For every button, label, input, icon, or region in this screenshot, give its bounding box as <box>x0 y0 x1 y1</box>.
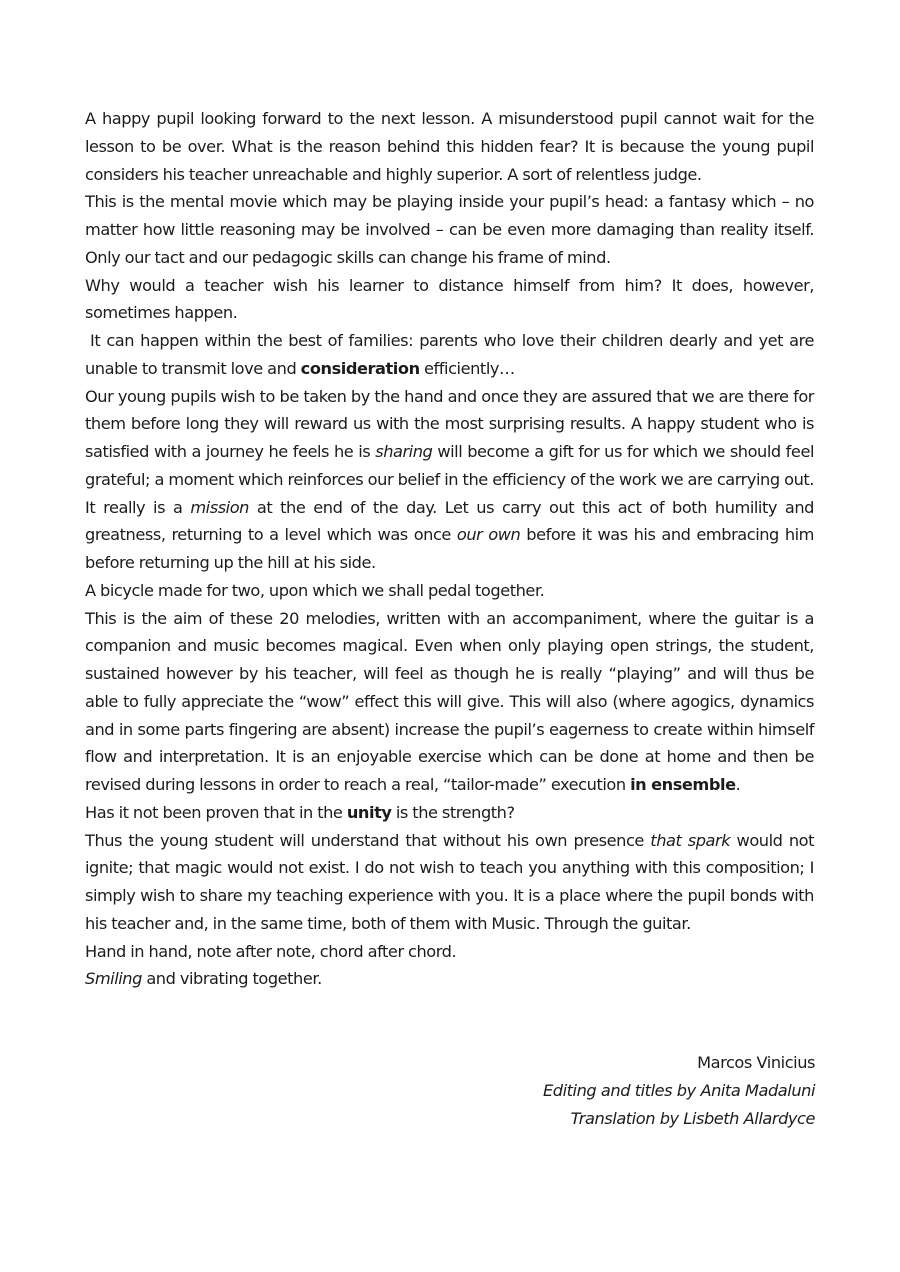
italic-text: mission <box>190 497 249 517</box>
author-name: Marcos Vinicius <box>697 1053 815 1072</box>
text-run: Has it not been proven that in the <box>85 802 347 822</box>
editing-credit: Editing and titles by Anita Madaluni <box>543 1080 815 1100</box>
paragraph-8 <box>85 799 814 827</box>
paragraph-9 <box>85 827 814 938</box>
text-run: Hand in hand, note after note, chord after chord. <box>85 941 457 961</box>
text-run: . <box>735 775 741 794</box>
text-run: This is the aim of these 20 melodies, written with an accompaniment, where the guitar is a companion and music becomes magical. Even when only playing open strings, the student, sustained however by his teacher, will feel as though he is really “playing” and will thus be able to fully appreciate the “wow” effect this will give. This will also (where agogics, dynamics and in some parts fingering are absent) increase the pupil’s eagerness to create within himself flow and interpretation. It is an enjoyable exercise which can be done at home and then be revised during lessons in order to reach a real, “tailor-made” execution <box>85 608 814 794</box>
paragraph-11 <box>85 965 814 993</box>
bold-text: in ensemble <box>630 775 736 794</box>
signature-block <box>430 1049 815 1132</box>
paragraph-4 <box>85 327 814 383</box>
italic-text: Smiling <box>85 969 142 989</box>
text-run: It can happen within the best of families: parents who love their children dearly and yet are unable to transmit love and <box>85 331 814 378</box>
italic-text: sharing <box>375 442 433 461</box>
bold-text: unity <box>346 802 392 822</box>
text-run: A happy pupil looking forward to the next lesson. A misunderstood pupil cannot wait for the lesson to be over. What is the reason behind this hidden fear? It is because the young pupil considers his teacher unreachable and highly superior. A sort of relentless judge. <box>85 109 814 184</box>
text-run: at the end of the day. Let us carry out this act of both humility and greatness, returning to a level which was once <box>85 497 814 545</box>
text-run: This is the mental movie which may be playing inside your pupil’s head: a fantasy which – no matter how little reasoning may be involved – can be even more damaging than reality itself. Only our tact and our pedagogic skills can change his frame of mind. <box>85 192 814 267</box>
text-run: Why would a teacher wish his learner to distance himself from him? It does, however, sometimes happen. <box>85 275 814 323</box>
translation-credit: Translation by Lisbeth Allardyce <box>570 1108 815 1128</box>
text-run: efficiently… <box>419 358 515 378</box>
text-run: Thus the young student will understand that without his own presence <box>85 830 651 850</box>
text-run: would not ignite; that magic would not exist. I do not wish to teach you anything with this composition; I simply wish to share my teaching experience with you. It is a place where the pupil bonds with his teacher and, in the same time, both of them with Music. Through the guitar. <box>85 830 814 933</box>
paragraph-10 <box>85 938 814 966</box>
text-run: before it was his and embracing him before returning up the hill at his side. <box>85 525 814 572</box>
paragraph-3 <box>85 272 814 328</box>
italic-text: that spark <box>650 830 731 850</box>
body-text <box>85 105 814 993</box>
text-run: and vibrating together. <box>141 969 322 989</box>
text-run: Our young pupils wish to be taken by the hand and once they are assured that we are there for them before long they will reward us with the most surprising results. A happy student who is satisfied with a journey he feels he is <box>85 386 814 461</box>
paragraph-2 <box>85 188 814 271</box>
text-run: A bicycle made for two, upon which we shall pedal together. <box>85 580 545 600</box>
paragraph-1 <box>85 105 814 188</box>
text-run: will become a gift for us for which we should feel grateful; a moment which reinforces our belief in the efficiency of the work we are carrying out. It really is a <box>85 442 814 517</box>
text-run: is the strength? <box>391 802 515 822</box>
paragraph-7 <box>85 605 814 799</box>
italic-text: our own <box>456 525 521 545</box>
paragraph-5 <box>85 383 814 577</box>
paragraph-6 <box>85 577 814 605</box>
bold-text: consideration <box>300 358 420 378</box>
